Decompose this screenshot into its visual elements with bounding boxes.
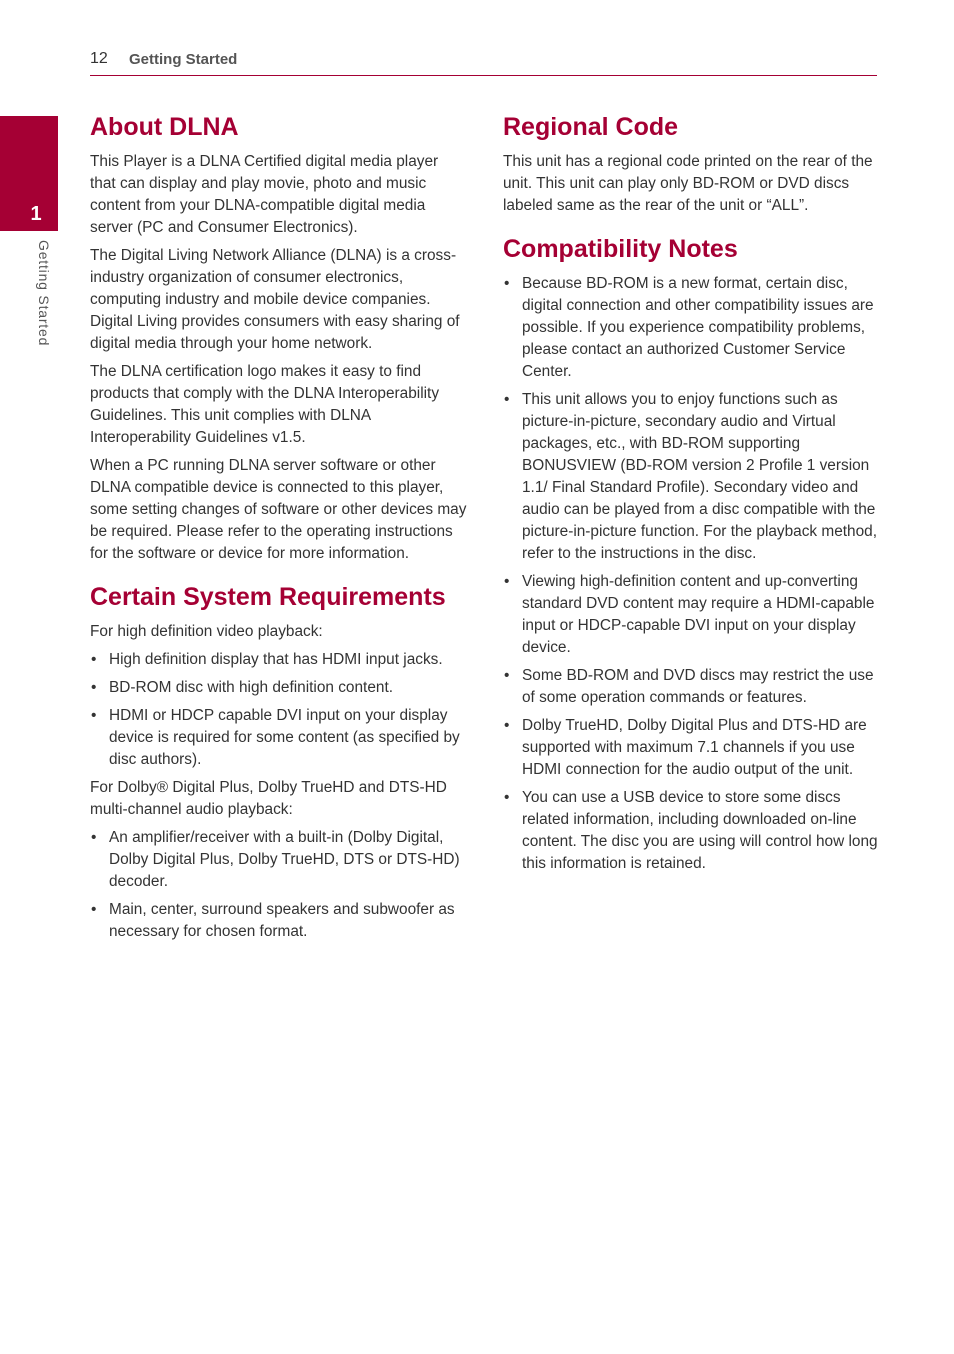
system-requirements-heading: Certain System Requirements <box>90 583 446 611</box>
video-playback-intro: For high definition video playback: <box>90 623 323 640</box>
paragraph: This Player is a DLNA Certified digital media player that can display and play movie, photo and music content from your DLNA-compatible digital media server (PC and Consumer Electronics). <box>90 153 439 236</box>
bullet-icon: • <box>504 789 510 806</box>
list-item <box>503 273 879 383</box>
list-item <box>503 389 879 565</box>
list-item <box>90 899 468 943</box>
bullet-icon: • <box>91 679 97 696</box>
list-item-text: You can use a USB device to store some discs related information, including downloaded on-line content. The disc you are using will control how long this information is retained. <box>522 789 878 872</box>
system-requirements-section <box>90 582 468 943</box>
left-column <box>90 112 468 960</box>
page-header <box>90 48 877 76</box>
list-item <box>90 649 468 671</box>
page-number: 12 <box>90 50 108 67</box>
bullet-icon: • <box>91 651 97 668</box>
list-item-text: Because BD-ROM is a new format, certain disc, digital connection and other compatibility issues are possible. If you experience compatibility problems, please contact an authorized Customer Service Center. <box>522 275 874 380</box>
list-item-text: High definition display that has HDMI input jacks. <box>109 651 443 668</box>
list-item-text: Some BD-ROM and DVD discs may restrict the use of some operation commands or features. <box>522 667 874 706</box>
bullet-icon: • <box>91 707 97 724</box>
regional-code-text: This unit has a regional code printed on the rear of the unit. This unit can play only BD-ROM or DVD discs labeled same as the rear of the unit or “ALL”. <box>503 153 873 214</box>
list-item <box>503 715 879 781</box>
list-item-text: BD-ROM disc with high definition content. <box>109 679 393 696</box>
list-item-text: HDMI or HDCP capable DVI input on your display device is required for some content (as specified by disc authors). <box>109 707 460 768</box>
list-item-text: An amplifier/receiver with a built-in (Dolby Digital, Dolby Digital Plus, Dolby TrueHD, DTS or DTS-HD) decoder. <box>109 829 460 890</box>
header-section-title: Getting Started <box>129 51 238 68</box>
bullet-icon: • <box>504 275 510 292</box>
regional-code-heading: Regional Code <box>503 113 679 141</box>
about-dlna-heading: About DLNA <box>90 113 239 141</box>
audio-playback-intro: For Dolby® Digital Plus, Dolby TrueHD and DTS-HD multi-channel audio playback: <box>90 779 447 818</box>
paragraph: The DLNA certification logo makes it easy to find products that comply with the DLNA Interoperability Guidelines. This unit complies with DLNA Interoperability Guidelines v1.5. <box>90 363 440 446</box>
compatibility-notes-section <box>503 234 879 875</box>
list-item-text: Main, center, surround speakers and subwoofer as necessary for chosen format. <box>109 901 455 940</box>
right-column <box>503 112 879 892</box>
bullet-icon: • <box>91 829 97 846</box>
video-requirements-list <box>90 649 468 771</box>
list-item <box>503 787 879 875</box>
bullet-icon: • <box>504 573 510 590</box>
list-item <box>90 827 468 893</box>
paragraph: When a PC running DLNA server software or other DLNA compatible device is connected to this player, some setting changes of software or other devices may be required. Please refer to the operating instructions for the software or device for more information. <box>90 457 467 562</box>
bullet-icon: • <box>504 667 510 684</box>
about-dlna-section <box>90 112 468 565</box>
bullet-icon: • <box>91 901 97 918</box>
compatibility-notes-heading: Compatibility Notes <box>503 235 738 263</box>
list-item-text: Dolby TrueHD, Dolby Digital Plus and DTS-HD are supported with maximum 7.1 channels if you use HDMI connection for the audio output of the unit. <box>522 717 867 778</box>
list-item <box>503 571 879 659</box>
list-item-text: Viewing high-definition content and up-converting standard DVD content may require a HDMI-capable input or HDCP-capable DVI input on your display device. <box>522 573 875 656</box>
chapter-number: 1 <box>30 203 42 225</box>
list-item <box>503 665 879 709</box>
regional-code-section <box>503 112 879 217</box>
list-item-text: This unit allows you to enjoy functions such as picture-in-picture, secondary audio and Virtual packages, etc., with BD-ROM supporting BONUSVIEW (BD-ROM version 2 Profile 1 version 1.1/ Final Standard Profile). Secondary video and audio can be played from a disc compatible with the picture-in-picture function. For the playback method, refer to the instructions in the disc. <box>522 391 878 562</box>
compatibility-notes-list <box>503 273 879 875</box>
audio-requirements-list <box>90 827 468 943</box>
chapter-label: Getting Started <box>36 240 52 347</box>
list-item <box>90 705 468 771</box>
bullet-icon: • <box>504 717 510 734</box>
bullet-icon: • <box>504 391 510 408</box>
list-item <box>90 677 468 699</box>
paragraph: The Digital Living Network Alliance (DLNA) is a cross-industry organization of consumer electronics, computing industry and mobile device companies. Digital Living provides consumers with easy sharing of digital media through your home network. <box>90 247 460 352</box>
